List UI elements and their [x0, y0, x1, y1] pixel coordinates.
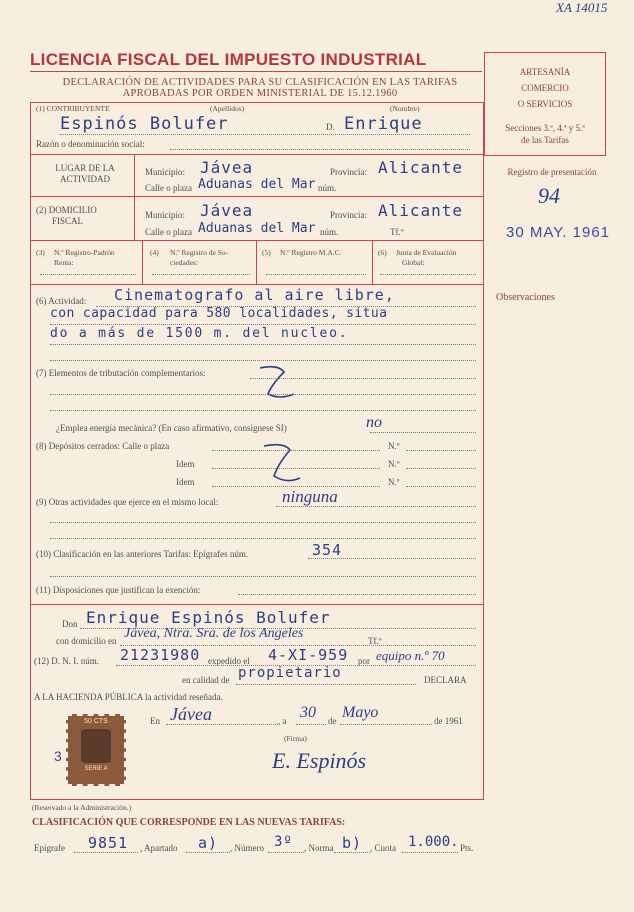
day-value: 30 — [300, 704, 316, 721]
lugar-provincia-value: Alicante — [378, 158, 464, 177]
domicilio-calle-value: Aduanas del Mar — [198, 221, 316, 236]
r6-label-1: Junta de Evaluación — [396, 248, 457, 257]
category-servicios: O SERVICIOS — [517, 99, 573, 109]
nombre-value: Enrique — [344, 114, 423, 134]
category-artesania: ARTESANÍA — [519, 67, 571, 77]
lugar-municipio-value: Jávea — [200, 158, 254, 177]
coat-of-arms-icon — [81, 729, 111, 763]
domicilio-calle-label: Calle o plaza — [145, 227, 192, 237]
don-decl-label: Don — [62, 619, 78, 629]
contribuyente-label: (1) CONTRIBUYENTE — [36, 104, 110, 113]
epigrafe-label: Epígrafe — [34, 843, 65, 853]
calidad-value: propietario — [238, 665, 342, 681]
elementos-label: (7) Elementos de tributación complementarios: — [36, 368, 206, 378]
calidad-label: en calidad de — [182, 675, 230, 685]
por-label: por — [358, 656, 370, 666]
otras-label: (9) Otras actividades que ejerce en el mismo local: — [36, 497, 219, 507]
clasificacion-title: CLASIFICACIÓN QUE CORRESPONDE EN LAS NUEVAS TARIFAS: — [32, 817, 346, 828]
clasificacion-value: 354 — [312, 541, 343, 559]
en-value: Jávea — [170, 704, 212, 724]
energia-label: ¿Emplea energía mecánica? (En caso afirmativo, consignese SI) — [56, 423, 287, 433]
deposito-no-label-3: N.º — [388, 477, 400, 487]
en-label: En — [150, 716, 160, 726]
r3-label-1: N.º Registro-Padrón — [54, 248, 115, 257]
tax-stamp-text: 50 CTS — [84, 718, 108, 725]
lugar-provincia-label: Provincia: — [330, 167, 367, 177]
domicilio-num-label: núm. — [320, 227, 339, 237]
don-label: D. — [326, 122, 335, 132]
actividad-line-3: do a más de 1500 m. del nucleo. — [50, 326, 349, 341]
r6-number: (6) — [378, 248, 387, 257]
r5-number: (5) — [262, 248, 271, 257]
cuota-label: , Cuota — [370, 843, 396, 853]
don-decl-value: Enrique Espinós Bolufer — [86, 608, 331, 627]
domicilio-label-2: FISCAL — [52, 216, 84, 226]
domicilio-decl-label: con domicilio en — [56, 636, 117, 646]
r6-label-2: Global: — [402, 258, 425, 267]
lugar-municipio-label: Municipio: — [145, 167, 185, 177]
cuota-value: 1.000. — [408, 834, 459, 850]
year-label: de 1961 — [434, 716, 463, 726]
lugar-label-2: ACTIVIDAD — [60, 174, 110, 184]
apartado-label: , Apartado — [140, 843, 178, 853]
idem-label-1: Idem — [176, 459, 195, 469]
observaciones-label: Observaciones — [496, 292, 555, 303]
apellidos-label: (Apellidos) — [210, 104, 245, 113]
r4-label-1: N.º Registro de So- — [170, 248, 229, 257]
reservado-label: (Reservado a la Administración.) — [32, 803, 132, 812]
r3-label-2: Renta: — [54, 258, 74, 267]
numero-value: 3º — [274, 834, 293, 850]
apellidos-value: Espinós Bolufer — [60, 114, 229, 134]
idem-label-2: Idem — [176, 477, 195, 487]
por-value: equipo n.º 70 — [376, 648, 445, 663]
epigrafe-value: 9851 — [88, 834, 129, 852]
domicilio-municipio-label: Municipio: — [145, 210, 185, 220]
expedido-value: 4-XI-959 — [268, 646, 349, 664]
otras-value: ninguna — [282, 487, 338, 506]
month-value: Mayo — [342, 704, 379, 721]
sidebar-sections-2: de las Tarifas — [521, 135, 569, 145]
domicilio-label-1: (2) DOMICILIO — [36, 205, 97, 215]
lugar-calle-value: Aduanas del Mar — [198, 177, 316, 192]
dni-value: 21231980 — [120, 646, 201, 664]
de-label: de — [328, 716, 337, 726]
domicilio-tel-label: Tf.º — [390, 227, 404, 237]
signature: E. Espinós — [272, 748, 367, 773]
deposito-no-label-2: N.º — [388, 459, 400, 469]
disposiciones-label: (11) Disposiciones que justifican la exención: — [36, 585, 201, 595]
tax-stamp — [66, 714, 126, 786]
category-comercio: COMERCIO — [521, 83, 569, 93]
tel-decl-label: Tf.º — [368, 636, 382, 646]
lugar-label-1: LUGAR DE LA — [55, 163, 115, 173]
norma-value: b) — [342, 834, 363, 852]
r4-number: (4) — [150, 248, 159, 257]
subtitle-1: DECLARACIÓN DE ACTIVIDADES PARA SU CLASIFICACIÓN EN LAS TARIFAS — [62, 77, 458, 88]
expedido-label: expedido el — [208, 656, 250, 666]
domicilio-municipio-value: Jávea — [200, 201, 254, 220]
domicilio-provincia-label: Provincia: — [330, 210, 367, 220]
r5-label: N.º Registro M.A.C. — [280, 248, 342, 257]
deposito-no-label-1: N.º — [388, 441, 400, 451]
dni-label: (12) D. N. I. núm. — [34, 656, 99, 666]
hacienda-text: A LA HACIENDA PÚBLICA la actividad reseñada. — [34, 692, 223, 702]
r4-label-2: ciedades: — [170, 258, 198, 267]
page-title: LICENCIA FISCAL DEL IMPUESTO INDUSTRIAL — [30, 50, 427, 69]
reference-number: XA 14015 — [556, 0, 608, 15]
norma-label: , Norma — [304, 843, 334, 853]
subtitle-2: APROBADAS POR ORDEN MINISTERIAL DE 15.12.1960 — [122, 88, 398, 99]
registro-stamp: 30 MAY. 1961 — [506, 224, 611, 241]
energia-value: no — [366, 414, 382, 431]
nombre-label: (Nombre) — [390, 104, 420, 113]
razon-label: Razón o denominación social: — [36, 139, 145, 149]
sidebar-sections: Secciones 3.ª, 4.ª y 5.ª — [505, 123, 585, 133]
domicilio-decl-value: Jávea, Ntra. Sra. de los Angeles — [124, 626, 304, 641]
depositos-label: (8) Depósitos cerrados: Calle o plaza — [36, 441, 170, 451]
domicilio-provincia-value: Alicante — [378, 201, 464, 220]
tax-stamp-footer: SERIE A — [84, 766, 108, 772]
actividad-label: (6) Actividad: — [36, 296, 87, 306]
lugar-num-label: núm. — [318, 183, 337, 193]
apartado-value: a) — [198, 834, 219, 852]
a-label: , a — [278, 716, 287, 726]
lugar-calle-label: Calle o plaza — [145, 183, 192, 193]
actividad-line-1: Cinematografo al aire libre, — [114, 286, 395, 304]
brace-mark-2 — [262, 442, 302, 484]
actividad-line-2: con capacidad para 580 localidades, situa — [50, 306, 388, 321]
r3-number: (3) — [36, 248, 45, 257]
clasificacion-label: (10) Clasificación en las anteriores Tarifas: Epígrafes núm. — [36, 549, 249, 559]
declara-label: DECLARA — [424, 675, 467, 685]
pts-label: Pts. — [460, 843, 474, 853]
stamp-value: 3 — [54, 748, 62, 764]
firma-label: (Firma) — [284, 734, 307, 743]
numero-label: , Número — [230, 843, 264, 853]
registro-label: Registro de presentación — [507, 167, 597, 177]
registro-number: 94 — [538, 183, 560, 208]
